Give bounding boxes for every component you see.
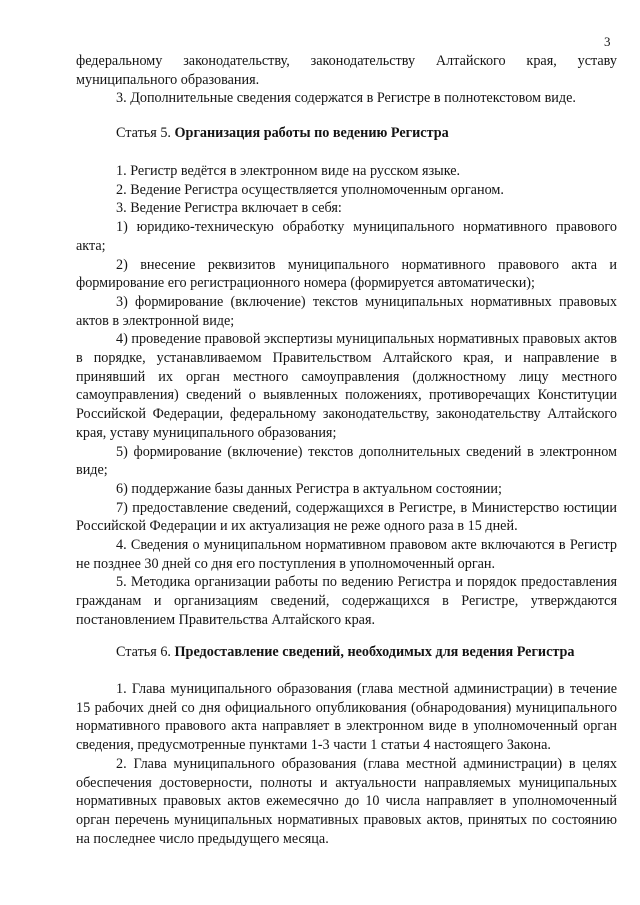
article-5-item-5: 5. Методика организации работы по ведению Регистра и порядок предоставления гражданам и организациям сведений, содержащихся в Регистре, утверждаются постановлением Правительства Алтайского края. xyxy=(76,574,617,628)
page-number: 3 xyxy=(604,34,611,49)
article-6-prefix: Статья 6. xyxy=(116,644,171,660)
article-5-subitem-5: 5) формирование (включение) текстов дополнительных сведений в электронном виде; xyxy=(76,443,617,479)
article-5-subitem-4: 4) проведение правовой экспертизы муниципальных нормативных правовых актов в порядке, устанавливаемом Правительством Алтайского края, и направление в принявший их орган местного самоуправления (должностному лицу местного самоуправления) сведений о выявленных положениях, противоречащих Конституции Российской Федерации, федеральному законодательству, законодательству Алтайского края, уставу муниципального образования; xyxy=(76,331,617,441)
article-5-subitem-3: 3) формирование (включение) текстов муниципальных нормативных правовых актов в электронной виде; xyxy=(76,293,617,329)
article-5-item-2: 2. Ведение Регистра осуществляется уполномоченным органом. xyxy=(116,181,504,198)
intro-section xyxy=(76,52,617,108)
continuation-paragraph: федеральному законодательству, законодательству Алтайского края, уставу муниципального образования. xyxy=(76,53,617,88)
article-5-subitem-6: 6) поддержание базы данных Регистра в актуальном состоянии; xyxy=(116,480,502,497)
article-6-heading xyxy=(76,643,617,662)
article-5-subitem-7: 7) предоставление сведений, содержащихся в Регистре, в Министерство юстиции Российской Федерации и их актуализация не реже одного раза в 15 дней. xyxy=(76,499,617,535)
article-6-body xyxy=(76,680,617,848)
additional-info-paragraph: 3. Дополнительные сведения содержатся в Регистре в полнотекстовом виде. xyxy=(116,90,576,107)
article-6-item-1: 1. Глава муниципального образования (глава местной администрации) в течение 15 рабочих дней со дня официального опубликования (обнародования) муниципального нормативного правового акта направляет в электронном виде в уполномоченный орган сведения, предусмотренные пунктами 1-3 части 1 статьи 4 настоящего Закона. xyxy=(76,681,617,754)
article-5-prefix: Статья 5. xyxy=(116,125,171,141)
article-6-title: Предоставление сведений, необходимых для ведения Регистра xyxy=(174,644,575,660)
article-5-item-1: 1. Регистр ведётся в электронном виде на русском языке. xyxy=(116,163,461,179)
article-5-subitem-2: 2) внесение реквизитов муниципального нормативного правового акта и формирование его регистрационного номера (формируется автоматически); xyxy=(76,256,617,292)
article-5-item-3: 3. Ведение Регистра включает в себя: xyxy=(116,200,342,217)
article-5-subitem-1: 1) юридико-техническую обработку муниципального нормативного правового акта; xyxy=(76,219,617,254)
article-5-item-4: 4. Сведения о муниципальном нормативном правовом акте включаются в Регистр не позднее 30 дней со дня его поступления в уполномоченный орган. xyxy=(76,537,617,572)
article-6-item-2: 2. Глава муниципального образования (глава местной администрации) в целях обеспечения достоверности, полноты и актуальности направляемых муниципальных нормативных правовых актов ежемесячно до 10 числа направляет в уполномоченный орган перечень муниципальных нормативных правовых актов, принятых по состоянию на последнее число предыдущего месяца. xyxy=(76,755,617,847)
article-5-heading xyxy=(76,124,617,143)
article-5-body xyxy=(76,162,617,630)
article-5-title: Организация работы по ведению Регистра xyxy=(174,125,449,141)
